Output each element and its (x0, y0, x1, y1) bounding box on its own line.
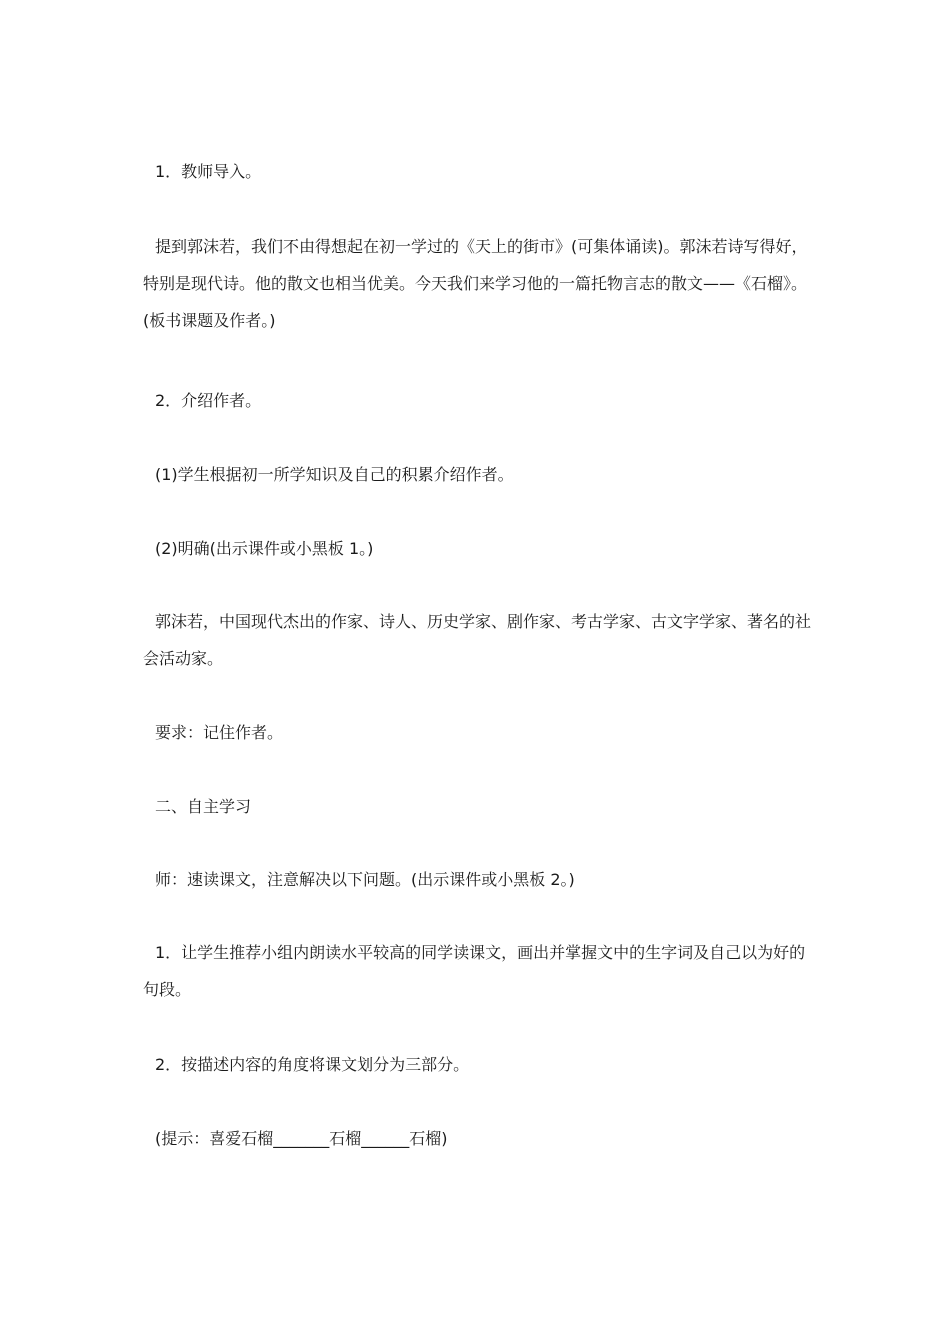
paragraph-author-step-2: (2)明确(出示课件或小黑板 1。) (155, 539, 374, 558)
paragraph-author-step-1: (1)学生根据初一所学知识及自己的积累介绍作者。 (155, 465, 514, 484)
section-heading-self-study: 二、自主学习 (155, 797, 252, 816)
paragraph-task-1: 1．让学生推荐小组内朗读水平较高的同学读课文，画出并掌握文中的生字词及自己以为好的句段。 (143, 943, 806, 999)
paragraph-task-2: 2．按描述内容的角度将课文划分为三部分。 (155, 1055, 470, 1074)
paragraph-author-bio: 郭沫若，中国现代杰出的作家、诗人、历史学家、剧作家、考古学家、古文字学家、著名的社会活动家。 (143, 612, 812, 668)
paragraph-hint: (提示：喜爱石榴_______石榴______石榴) (155, 1129, 448, 1148)
paragraph-teacher-intro-heading: 1．教师导入。 (155, 162, 262, 181)
paragraph-teacher-intro-body: 提到郭沫若，我们不由得想起在初一学过的《天上的街市》(可集体诵读)。郭沫若诗写得好，特别是现代诗。他的散文也相当优美。今天我们来学习他的一篇托物言志的散文——《石榴》。(板书课题及作者。) (143, 237, 808, 330)
paragraph-teacher-instruction: 师：速读课文，注意解决以下问题。(出示课件或小黑板 2。) (155, 870, 575, 889)
paragraph-requirement: 要求：记住作者。 (155, 723, 284, 742)
paragraph-author-heading: 2．介绍作者。 (155, 391, 262, 410)
